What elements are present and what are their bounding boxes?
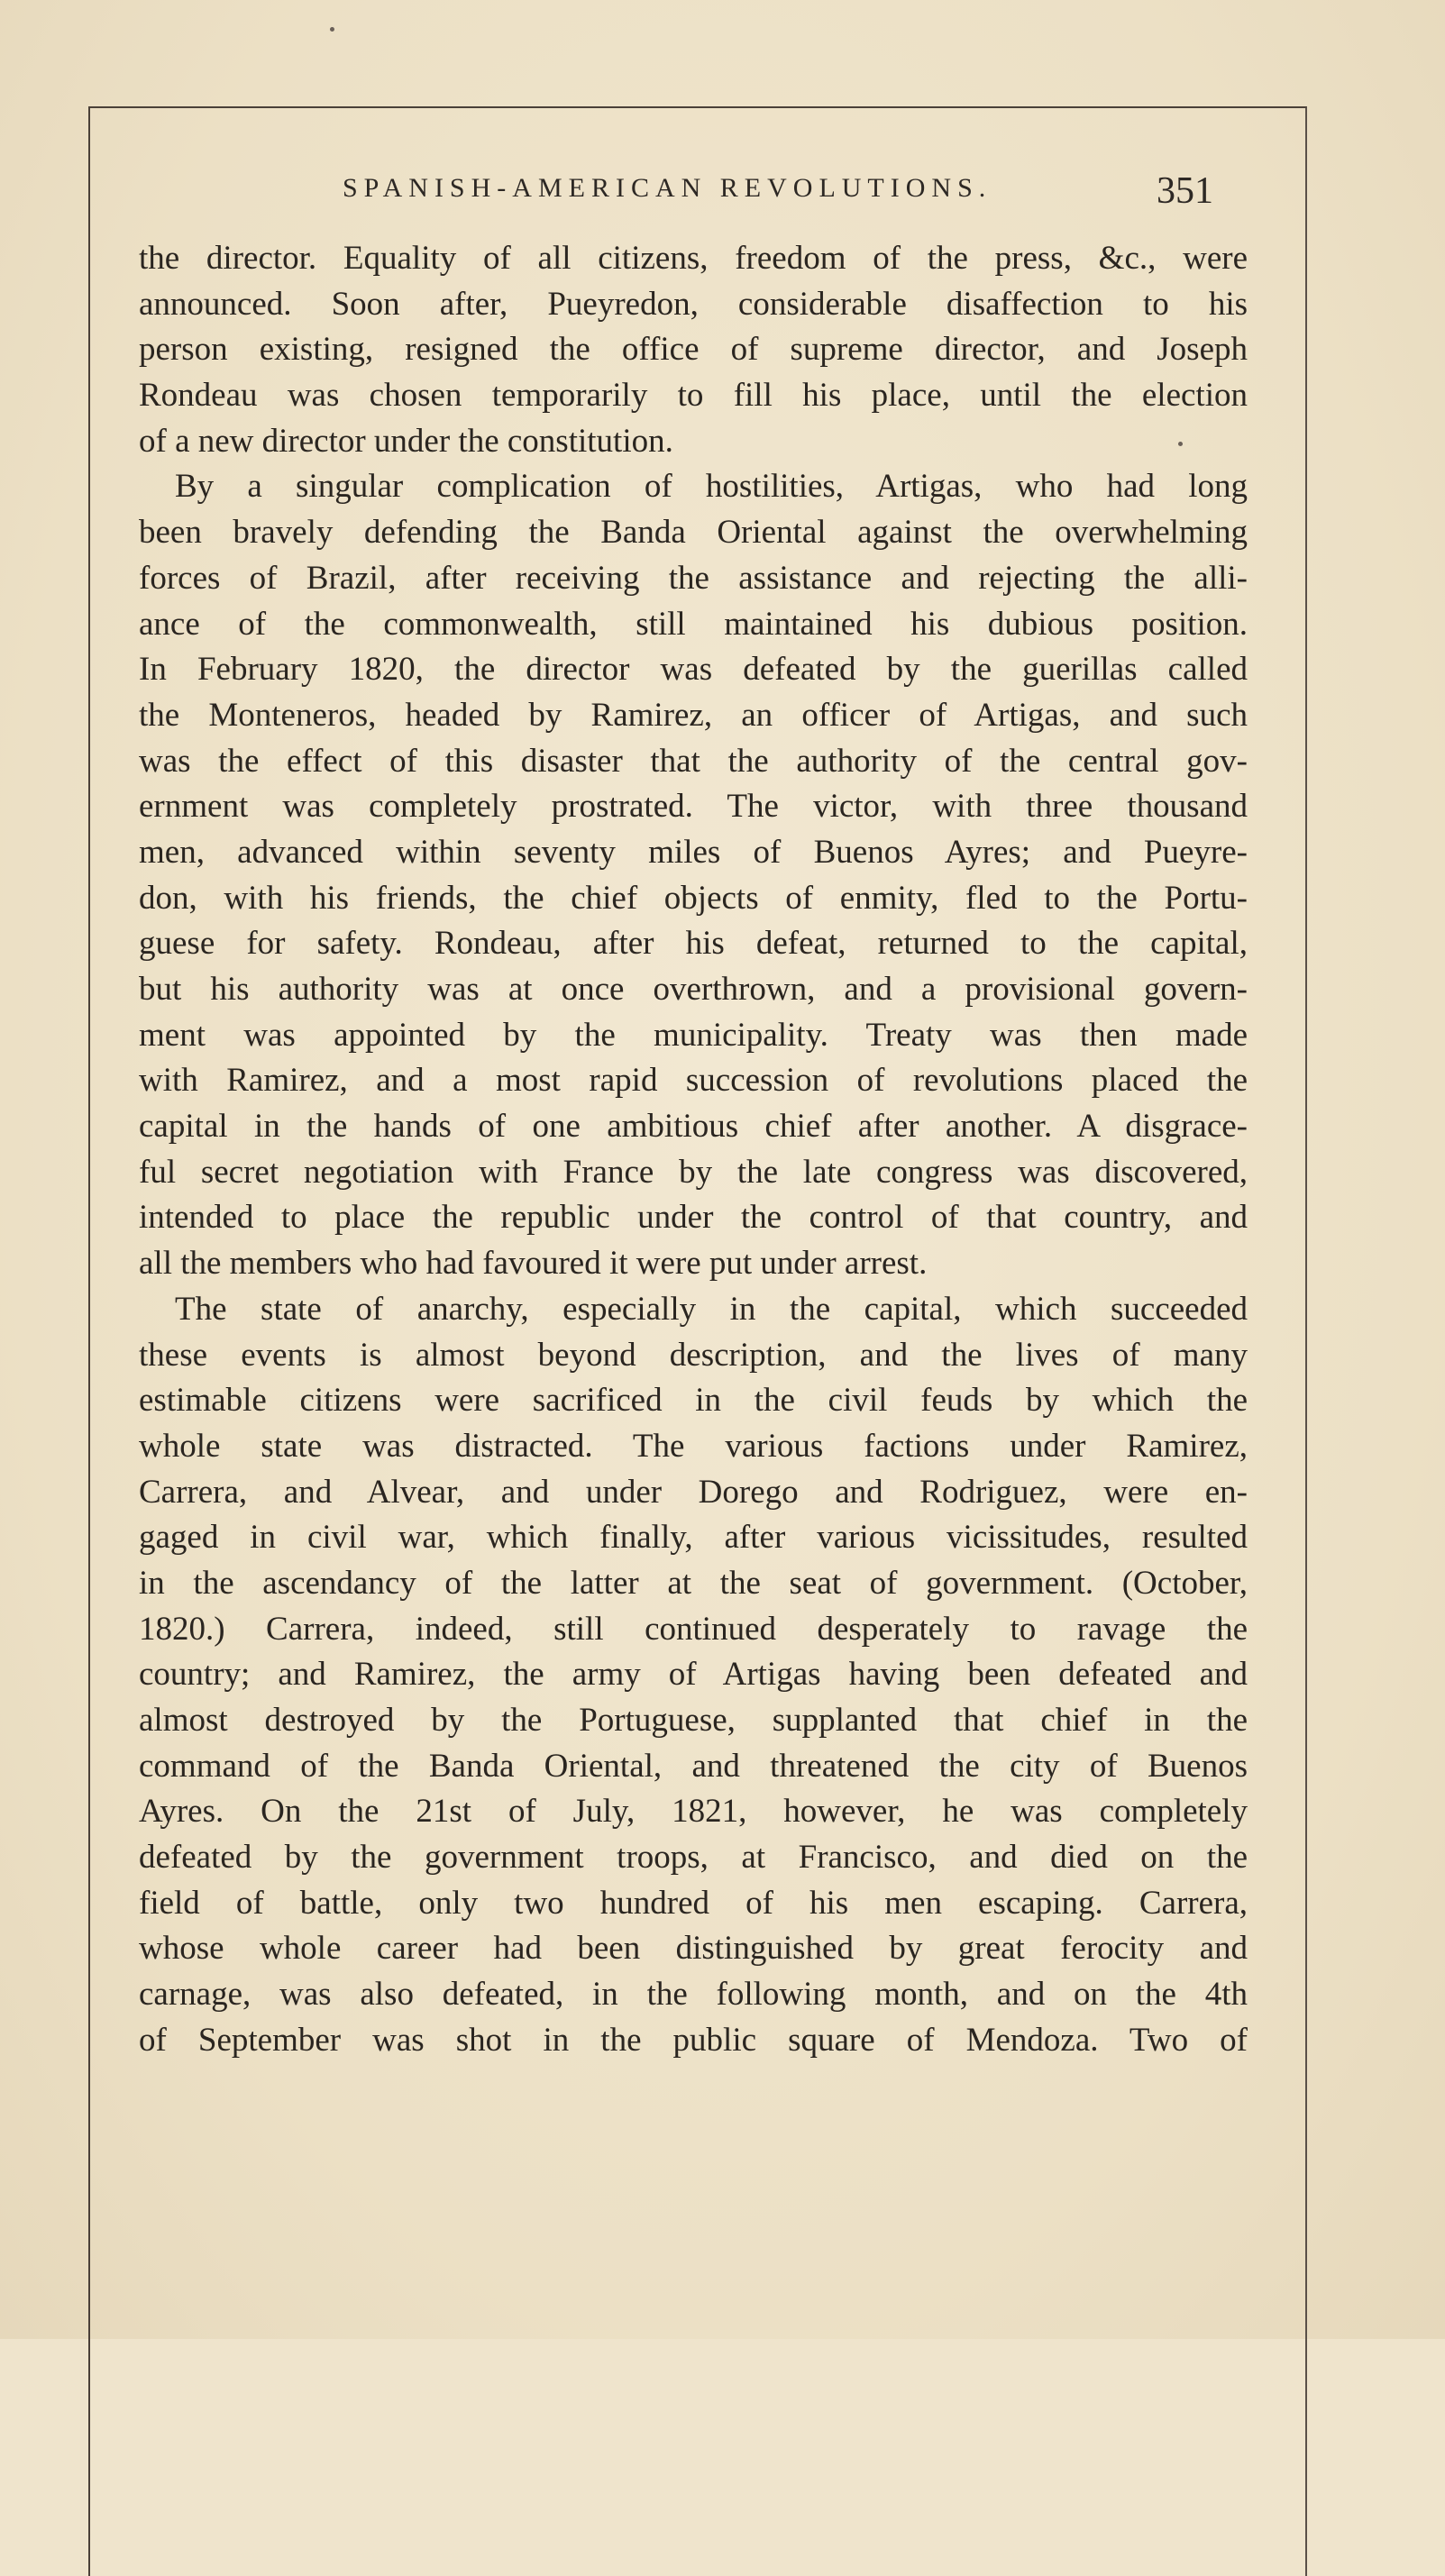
paragraph-2 (139, 464, 1248, 1286)
text-line: all the members who had favoured it were put under arrest. (139, 1245, 928, 1283)
text-line: been bravely defending the Banda Oriental against the overwhelming (139, 514, 1248, 552)
text-line: of a new director under the constitution. (139, 422, 673, 460)
text-line: In February 1820, the director was defeated by the guerillas called (139, 651, 1248, 689)
page-number: 351 (1157, 170, 1213, 212)
text-line: person existing, resigned the office of supreme director, and Joseph (139, 331, 1248, 369)
running-title: SPANISH-AMERICAN REVOLUTIONS. (343, 173, 992, 203)
text-line: men, advanced within seventy miles of Buenos Ayres; and Pueyre- (139, 833, 1248, 871)
text-line: was the effect of this disaster that the authority of the central gov- (139, 742, 1248, 780)
text-line: don, with his friends, the chief objects of enmity, fled to the Portu- (139, 879, 1248, 917)
text-line: country; and Ramirez, the army of Artigas having been defeated and (139, 1656, 1248, 1694)
text-line: capital in the hands of one ambitious chief after another. A disgrace- (139, 1108, 1248, 1146)
text-line: the director. Equality of all citizens, freedom of the press, &c., were (139, 240, 1248, 277)
body-text (139, 236, 1248, 2064)
text-line: forces of Brazil, after receiving the assistance and rejecting the alli- (139, 559, 1248, 597)
text-line: gaged in civil war, which finally, after various vicissitudes, resulted (139, 1519, 1248, 1557)
text-line: ful secret negotiation with France by the late congress was discovered, (139, 1153, 1248, 1191)
text-line: these events is almost beyond description, and the lives of many (139, 1336, 1248, 1374)
text-line: in the ascendancy of the latter at the seat of government. (October, (139, 1564, 1248, 1602)
text-line: carnage, was also defeated, in the following month, and on the 4th (139, 1976, 1248, 2014)
text-line: By a singular complication of hostilities, Artigas, who had long (175, 468, 1248, 506)
text-line: whose whole career had been distinguished by great ferocity and (139, 1930, 1248, 1968)
text-line: the Monteneros, headed by Ramirez, an officer of Artigas, and such (139, 696, 1248, 734)
text-line: Rondeau was chosen temporarily to fill his place, until the election (139, 377, 1248, 415)
text-line: whole state was distracted. The various factions under Ramirez, (139, 1427, 1248, 1465)
text-line: 1820.) Carrera, indeed, still continued desperately to ravage the (139, 1610, 1248, 1648)
text-line: ernment was completely prostrated. The victor, with three thousand (139, 788, 1248, 826)
text-line: guese for safety. Rondeau, after his defeat, returned to the capital, (139, 925, 1248, 963)
text-line: field of battle, only two hundred of his men escaping. Carrera, (139, 1884, 1248, 1922)
text-line: Carrera, and Alvear, and under Dorego and Rodriguez, were en- (139, 1473, 1248, 1511)
text-line: announced. Soon after, Pueyredon, considerable disaffection to his (139, 285, 1248, 323)
print-speck (1178, 442, 1183, 446)
print-speck (330, 27, 334, 32)
text-line: estimable citizens were sacrificed in the civil feuds by which the (139, 1382, 1248, 1420)
text-line: with Ramirez, and a most rapid succession of revolutions placed the (139, 1062, 1248, 1100)
text-line: defeated by the government troops, at Francisco, and died on the (139, 1839, 1248, 1877)
text-line: command of the Banda Oriental, and threatened the city of Buenos (139, 1747, 1248, 1785)
text-line: ment was appointed by the municipality. Treaty was then made (139, 1016, 1248, 1054)
text-line: The state of anarchy, especially in the capital, which succeeded (175, 1290, 1248, 1328)
text-line: of September was shot in the public square of Mendoza. Two of (139, 2021, 1248, 2059)
text-line: ance of the commonwealth, still maintained his dubious position. (139, 605, 1248, 643)
paragraph-3 (139, 1287, 1248, 2064)
text-line: Ayres. On the 21st of July, 1821, however, he was completely (139, 1793, 1248, 1831)
text-line: almost destroyed by the Portuguese, supplanted that chief in the (139, 1702, 1248, 1739)
paragraph-1 (139, 236, 1248, 464)
text-line: intended to place the republic under the control of that country, and (139, 1199, 1248, 1237)
text-line: but his authority was at once overthrown, and a provisional govern- (139, 971, 1248, 1008)
